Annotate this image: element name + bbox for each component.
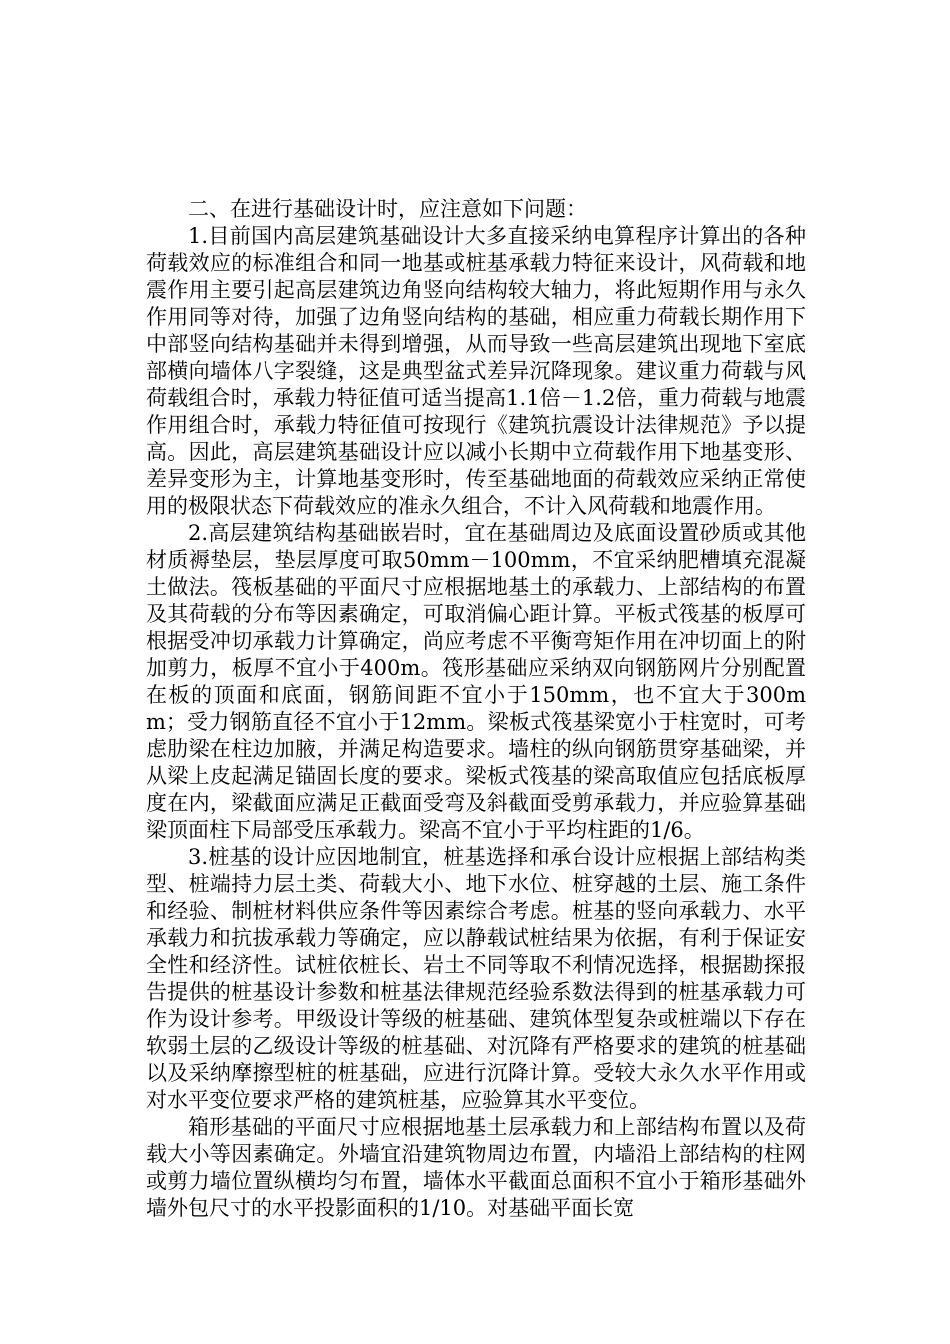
paragraph-pile-foundation: 3.桩基的设计应因地制宜，桩基选择和承台设计应根据上部结构类型、桩端持力层土类、荷载大小、地下水位、桩穿越的土层、施工条件和经验、制桩材料供应条件等因素综合考虑。桩基的竖向承载力、水平承载力和抗拔承载力等确定，应以静载试桩结果为依据，有利于保证安全性和经济性。试桩依桩长、岩土不同等取不利情况选择，根据勘探报告提供的桩基设计参数和桩基法律规范经验系数法得到的桩基承载力可作为设计参考。甲级设计等级的桩基础、建筑体型复杂或桩端以下存在软弱土层的乙级设计等级的桩基础、对沉降有严格要求的建筑的桩基础以及采纳摩擦型桩的桩基础，应进行沉降计算。受较大永久水平作用或对水平变位要求严格的建筑桩基，应验算其水平变位。 — [146, 845, 806, 1112]
document-body — [146, 196, 806, 1222]
section-heading: 二、在进行基础设计时，应注意如下问题： — [188, 197, 587, 221]
paragraph-load-combination: 1.目前国内高层建筑基础设计大多直接采纳电算程序计算出的各种荷载效应的标准组合和同一地基或桩基承载力特征来设计，风荷载和地震作用主要引起高层建筑边角竖向结构较大轴力，将此短期作用与永久作用同等对待，加强了边角竖向结构的基础，相应重力荷载长期作用下中部竖向结构基础并未得到增强，从而导致一些高层建筑出现地下室底部横向墙体八字裂缝，这是典型盆式差异沉降现象。建议重力荷载与风荷载组合时，承载力特征值可适当提高1.1倍－1.2倍，重力荷载与地震作用组合时，承载力特征值可按现行《建筑抗震设计法律规范》予以提高。因此，高层建筑基础设计应以减小长期中立荷载作用下地基变形、差异变形为主，计算地基变形时，传至基础地面的荷载效应采纳正常使用的极限状态下荷载效应的准永久组合，不计入风荷载和地震作用。 — [146, 224, 806, 518]
paragraph-box-foundation: 箱形基础的平面尺寸应根据地基土层承载力和上部结构布置以及荷载大小等因素确定。外墙宜沿建筑物周边布置，内墙沿上部结构的柱网或剪力墙位置纵横均匀布置，墙体水平截面总面积不宜小于箱形基础外墙外包尺寸的水平投影面积的1/10。对基础平面长宽 — [146, 1115, 806, 1220]
paragraph-raft-foundation: 2.高层建筑结构基础嵌岩时，宜在基础周边及底面设置砂质或其他材质褥垫层，垫层厚度可取50mm－100mm，不宜采纳肥槽填充混凝土做法。筏板基础的平面尺寸应根据地基土的承载力、上部结构的布置及其荷载的分布等因素确定，可取消偏心距计算。平板式筏基的板厚可根据受冲切承载力计算确定，尚应考虑不平衡弯矩作用在冲切面上的附加剪力，板厚不宜小于400m。筏形基础应采纳双向钢筋网片分别配置在板的顶面和底面，钢筋间距不宜小于150mm，也不宜大于300mm；受力钢筋直径不宜小于12mm。梁板式筏基梁宽小于柱宽时，可考虑肋梁在柱边加腋，并满足构造要求。墙柱的纵向钢筋贯穿基础梁，并从梁上皮起满足锚固长度的要求。梁板式筏基的梁高取值应包括底板厚度在内，梁截面应满足正截面受弯及斜截面受剪承载力，并应验算基础梁顶面柱下局部受压承载力。梁高不宜小于平均柱距的1/6。 — [146, 521, 806, 842]
